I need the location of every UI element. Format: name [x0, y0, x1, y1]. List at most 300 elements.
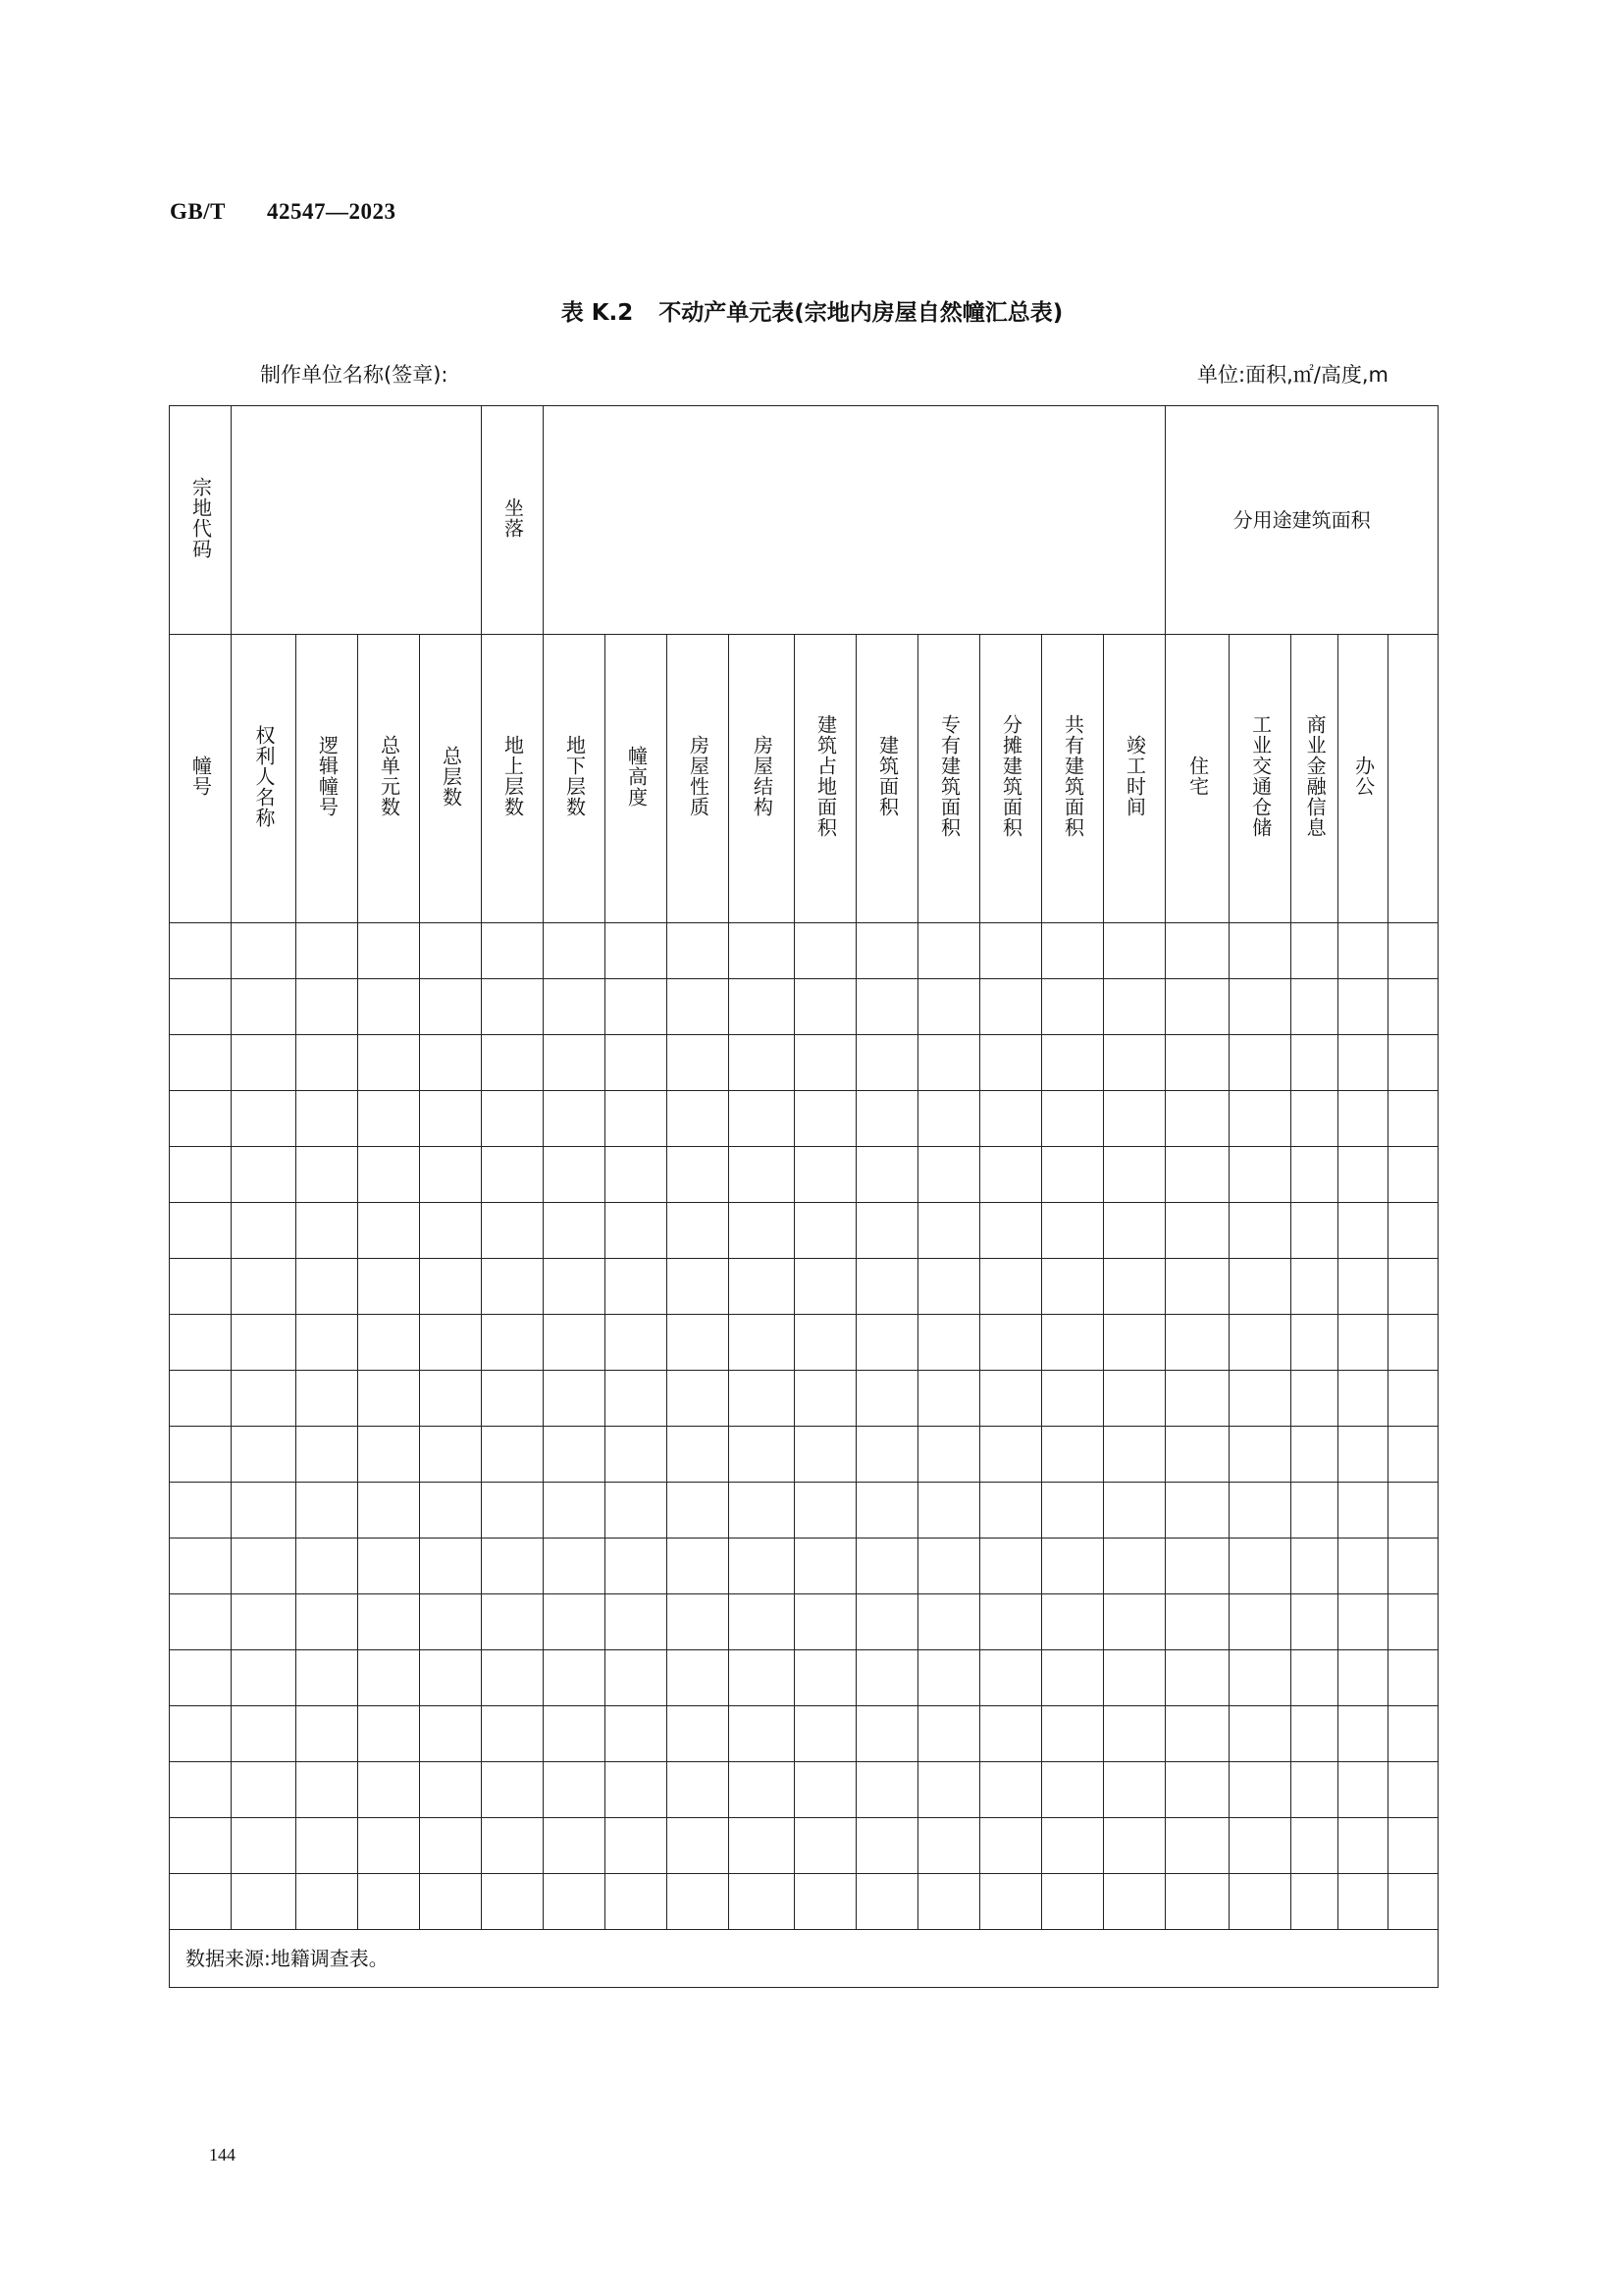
- table-cell: [420, 1483, 482, 1539]
- table-cell: [1230, 1259, 1291, 1315]
- table-cell: [605, 1427, 667, 1483]
- table-cell: [667, 1706, 729, 1762]
- table-cell: [795, 1203, 857, 1259]
- table-cell: [232, 1091, 296, 1147]
- table-cell: [232, 1706, 296, 1762]
- column-header: 总层数: [420, 635, 482, 923]
- table-cell: [1230, 1874, 1291, 1930]
- table-cell: [232, 1874, 296, 1930]
- table-cell: [729, 1147, 795, 1203]
- table-cell: [544, 1483, 605, 1539]
- table-cell: [667, 1203, 729, 1259]
- table-cell: [729, 1483, 795, 1539]
- table-row: [170, 1035, 1439, 1091]
- table-cell: [795, 1706, 857, 1762]
- table-cell: [795, 1371, 857, 1427]
- table-row: [170, 1706, 1439, 1762]
- table-cell: [980, 1259, 1042, 1315]
- table-cell: [857, 1650, 918, 1706]
- table-cell: [232, 1315, 296, 1371]
- table-cell: [482, 1874, 544, 1930]
- table-cell: [1230, 1483, 1291, 1539]
- table-cell: [1166, 979, 1230, 1035]
- table-cell: [1230, 923, 1291, 979]
- table-cell: [980, 1483, 1042, 1539]
- table-cell: [729, 1762, 795, 1818]
- table-cell: [232, 1818, 296, 1874]
- table-cell: [358, 979, 420, 1035]
- table-cell: [729, 1818, 795, 1874]
- table-cell: [544, 1315, 605, 1371]
- table-cell: [605, 979, 667, 1035]
- table-cell: [1388, 1259, 1439, 1315]
- table-cell: [1042, 1203, 1104, 1259]
- table-cell: [232, 1539, 296, 1594]
- table-cell: [296, 1818, 358, 1874]
- table-cell: [482, 1594, 544, 1650]
- table-cell: [1291, 1259, 1338, 1315]
- table-cell: [1338, 1371, 1388, 1427]
- table-cell: [1291, 1706, 1338, 1762]
- table-cell: [232, 923, 296, 979]
- table-row: [170, 923, 1439, 979]
- table-cell: [1230, 1706, 1291, 1762]
- table-cell: [1291, 1371, 1338, 1427]
- table-cell: [170, 1539, 232, 1594]
- table-cell: [1338, 1818, 1388, 1874]
- table-cell: [1230, 1315, 1291, 1371]
- table-cell: [1230, 1091, 1291, 1147]
- table-cell: [980, 1035, 1042, 1091]
- table-cell: [1388, 1315, 1439, 1371]
- table-row: [170, 1762, 1439, 1818]
- table-cell: [544, 1762, 605, 1818]
- table-cell: [1104, 1091, 1166, 1147]
- table-cell: [232, 1594, 296, 1650]
- table-cell: [296, 1147, 358, 1203]
- table-cell: [1291, 923, 1338, 979]
- table-cell: [918, 1371, 980, 1427]
- table-cell: [980, 1427, 1042, 1483]
- table-cell: [544, 1874, 605, 1930]
- table-cell: [1042, 1483, 1104, 1539]
- table-cell: [1338, 1035, 1388, 1091]
- table-cell: [1338, 979, 1388, 1035]
- table-cell: [544, 1539, 605, 1594]
- table-cell: [667, 1147, 729, 1203]
- table-cell: [980, 1203, 1042, 1259]
- table-row: [170, 1594, 1439, 1650]
- footer-row: [170, 1930, 1439, 1988]
- table-cell: [420, 1818, 482, 1874]
- table-cell: [482, 1091, 544, 1147]
- table-row: [170, 1371, 1439, 1427]
- table-cell: [795, 1147, 857, 1203]
- table-cell: [605, 1650, 667, 1706]
- table-cell: [1338, 1650, 1388, 1706]
- table-cell: [1042, 1650, 1104, 1706]
- table-cell: [358, 1483, 420, 1539]
- table-cell: [1230, 979, 1291, 1035]
- page-number: 144: [209, 2145, 236, 2165]
- table-cell: [170, 1315, 232, 1371]
- table-cell: [1042, 1315, 1104, 1371]
- table-cell: [667, 1594, 729, 1650]
- table-cell: [420, 1035, 482, 1091]
- table-cell: [1291, 1650, 1338, 1706]
- table-cell: [296, 1427, 358, 1483]
- table-cell: [729, 1874, 795, 1930]
- table-cell: [1291, 1874, 1338, 1930]
- table-cell: [170, 1203, 232, 1259]
- table-cell: [1388, 923, 1439, 979]
- table-cell: [1042, 1035, 1104, 1091]
- table-cell: [1338, 1091, 1388, 1147]
- table-cell: [857, 1371, 918, 1427]
- table-cell: [857, 1706, 918, 1762]
- table-cell: [605, 1035, 667, 1091]
- table-cell: [1166, 1259, 1230, 1315]
- table-cell: [296, 1091, 358, 1147]
- table-cell: [1166, 1091, 1230, 1147]
- header-row-top: [170, 406, 1439, 635]
- table-cell: [1230, 1203, 1291, 1259]
- table-cell: [667, 1762, 729, 1818]
- table-cell: [296, 1706, 358, 1762]
- table-cell: [795, 1315, 857, 1371]
- table-cell: [1166, 1539, 1230, 1594]
- table-cell: [482, 1483, 544, 1539]
- table-cell: [544, 1818, 605, 1874]
- table-cell: [544, 979, 605, 1035]
- table-cell: [544, 923, 605, 979]
- table-cell: [170, 1259, 232, 1315]
- table-cell: [1291, 1091, 1338, 1147]
- table-cell: [729, 1035, 795, 1091]
- table-cell: [232, 1371, 296, 1427]
- table-cell: [857, 1762, 918, 1818]
- table-cell: [795, 1874, 857, 1930]
- table-cell: [358, 1371, 420, 1427]
- table-cell: [482, 1427, 544, 1483]
- table-cell: [980, 1594, 1042, 1650]
- table-cell: [667, 979, 729, 1035]
- table-cell: [232, 1259, 296, 1315]
- table-cell: [1166, 1315, 1230, 1371]
- table-cell: [1042, 1427, 1104, 1483]
- table-cell: [1338, 1539, 1388, 1594]
- table-cell: [232, 1035, 296, 1091]
- table-cell: [1230, 1594, 1291, 1650]
- column-header: 幢高度: [605, 635, 667, 923]
- table-cell: [544, 1371, 605, 1427]
- table-cell: [420, 1594, 482, 1650]
- table-cell: [1388, 1650, 1439, 1706]
- table-cell: [795, 1539, 857, 1594]
- table-cell: [980, 1874, 1042, 1930]
- table-cell: [1230, 1818, 1291, 1874]
- table-cell: [420, 1874, 482, 1930]
- table-cell: [1166, 1874, 1230, 1930]
- table-cell: [1388, 1147, 1439, 1203]
- table-cell: [232, 1147, 296, 1203]
- table-cell: [358, 1203, 420, 1259]
- table-cell: [857, 979, 918, 1035]
- table-cell: [1166, 1035, 1230, 1091]
- table-cell: [1104, 1483, 1166, 1539]
- header-parcel-code: 宗地代码: [170, 406, 232, 635]
- table-cell: [857, 1203, 918, 1259]
- table-cell: [1291, 979, 1338, 1035]
- table-cell: [729, 1539, 795, 1594]
- table-cell: [1338, 1594, 1388, 1650]
- table-cell: [1104, 1203, 1166, 1259]
- table-cell: [170, 979, 232, 1035]
- table-cell: [1042, 1371, 1104, 1427]
- table-cell: [544, 1594, 605, 1650]
- column-header: 建筑面积: [857, 635, 918, 923]
- table-cell: [296, 1539, 358, 1594]
- data-source-note: 数据来源:地籍调查表。: [170, 1930, 1439, 1988]
- table-cell: [482, 1706, 544, 1762]
- table-cell: [1388, 1706, 1439, 1762]
- table-cell: [667, 1539, 729, 1594]
- table-cell: [170, 1483, 232, 1539]
- table-row: [170, 1650, 1439, 1706]
- table-cell: [1338, 1259, 1388, 1315]
- table-cell: [1388, 1539, 1439, 1594]
- table-cell: [729, 979, 795, 1035]
- table-cell: [857, 1539, 918, 1594]
- table-cell: [358, 1035, 420, 1091]
- table-cell: [482, 1818, 544, 1874]
- table-cell: [544, 1203, 605, 1259]
- table-cell: [296, 1762, 358, 1818]
- table-cell: [296, 1371, 358, 1427]
- table-cell: [358, 1818, 420, 1874]
- table-cell: [482, 1539, 544, 1594]
- table-cell: [918, 1874, 980, 1930]
- table-cell: [605, 1147, 667, 1203]
- unit-label: 单位:面积,㎡/高度,m: [1197, 363, 1388, 387]
- table-cell: [729, 1091, 795, 1147]
- table-cell: [420, 1259, 482, 1315]
- table-cell: [544, 1706, 605, 1762]
- table-cell: [918, 1259, 980, 1315]
- table-cell: [729, 1594, 795, 1650]
- table-cell: [1388, 1371, 1439, 1427]
- table-cell: [857, 923, 918, 979]
- table-cell: [420, 979, 482, 1035]
- table-cell: [358, 1427, 420, 1483]
- table-cell: [980, 1315, 1042, 1371]
- table-cell: [667, 1650, 729, 1706]
- table-cell: [482, 1315, 544, 1371]
- table-cell: [1104, 1259, 1166, 1315]
- table-cell: [1230, 1147, 1291, 1203]
- table-cell: [918, 1427, 980, 1483]
- table-cell: [1104, 923, 1166, 979]
- table-cell: [1042, 1594, 1104, 1650]
- table-cell: [232, 1483, 296, 1539]
- table-cell: [1042, 1539, 1104, 1594]
- table-cell: [1291, 1539, 1338, 1594]
- table-cell: [1388, 1762, 1439, 1818]
- table-cell: [857, 1818, 918, 1874]
- table-cell: [170, 1427, 232, 1483]
- table-cell: [605, 1539, 667, 1594]
- table-cell: [1388, 1203, 1439, 1259]
- table-cell: [918, 1594, 980, 1650]
- table-cell: [1230, 1539, 1291, 1594]
- column-header: 地下层数: [544, 635, 605, 923]
- table-cell: [170, 1035, 232, 1091]
- table-cell: [1166, 1762, 1230, 1818]
- table-cell: [420, 1147, 482, 1203]
- table-cell: [857, 1427, 918, 1483]
- table-cell: [857, 1315, 918, 1371]
- table-cell: [918, 923, 980, 979]
- table-cell: [1291, 1483, 1338, 1539]
- table-cell: [296, 1259, 358, 1315]
- table-cell: [857, 1035, 918, 1091]
- table-cell: [1104, 1427, 1166, 1483]
- table-cell: [605, 1818, 667, 1874]
- table-cell: [1166, 1650, 1230, 1706]
- table-cell: [296, 1203, 358, 1259]
- table-cell: [1291, 1427, 1338, 1483]
- table-cell: [358, 1147, 420, 1203]
- table-row: [170, 1259, 1439, 1315]
- table-cell: [1104, 1371, 1166, 1427]
- table-cell: [170, 1650, 232, 1706]
- table-cell: [1291, 1762, 1338, 1818]
- column-header: 工业交通仓储: [1230, 635, 1291, 923]
- table-cell: [544, 1091, 605, 1147]
- table-cell: [857, 1259, 918, 1315]
- header-use-area: 分用途建筑面积: [1166, 406, 1439, 635]
- table-cell: [482, 1371, 544, 1427]
- table-cell: [482, 1203, 544, 1259]
- table-cell: [980, 1762, 1042, 1818]
- table-cell: [1166, 1594, 1230, 1650]
- table-cell: [729, 1259, 795, 1315]
- table-cell: [980, 1650, 1042, 1706]
- table-cell: [1166, 1371, 1230, 1427]
- table-cell: [1338, 923, 1388, 979]
- table-cell: [605, 1706, 667, 1762]
- header-row-columns: [170, 635, 1439, 923]
- table-cell: [667, 923, 729, 979]
- table-cell: [1042, 1259, 1104, 1315]
- table-cell: [1166, 1818, 1230, 1874]
- table-cell: [918, 1091, 980, 1147]
- table-cell: [729, 1427, 795, 1483]
- table-cell: [358, 1594, 420, 1650]
- table-cell: [1291, 1818, 1338, 1874]
- table-cell: [1388, 1874, 1439, 1930]
- table-cell: [1388, 1818, 1439, 1874]
- table-cell: [1388, 1483, 1439, 1539]
- table-cell: [482, 1762, 544, 1818]
- table-row: [170, 1147, 1439, 1203]
- table-cell: [667, 1035, 729, 1091]
- table-cell: [605, 1259, 667, 1315]
- table-cell: [729, 923, 795, 979]
- table-cell: [667, 1315, 729, 1371]
- table-cell: [1104, 1147, 1166, 1203]
- table-cell: [1291, 1315, 1338, 1371]
- table-cell: [729, 1315, 795, 1371]
- table-cell: [1230, 1427, 1291, 1483]
- table-cell: [605, 923, 667, 979]
- table-cell: [729, 1650, 795, 1706]
- table-cell: [1338, 1315, 1388, 1371]
- table-cell: [605, 1762, 667, 1818]
- table-cell: [1338, 1427, 1388, 1483]
- table-cell: [420, 1315, 482, 1371]
- column-header: 房屋结构: [729, 635, 795, 923]
- table-cell: [980, 1091, 1042, 1147]
- table-cell: [667, 1371, 729, 1427]
- table-cell: [482, 1650, 544, 1706]
- table-cell: [170, 1371, 232, 1427]
- table-cell: [358, 1706, 420, 1762]
- table-cell: [1230, 1035, 1291, 1091]
- column-header: [1388, 635, 1439, 923]
- table-cell: [1388, 1427, 1439, 1483]
- table-cell: [918, 1539, 980, 1594]
- column-header: 建筑占地面积: [795, 635, 857, 923]
- table-cell: [1166, 1483, 1230, 1539]
- table-cell: [1166, 1427, 1230, 1483]
- table-cell: [1042, 979, 1104, 1035]
- table-cell: [1104, 1818, 1166, 1874]
- table-cell: [232, 1203, 296, 1259]
- table-cell: [1338, 1483, 1388, 1539]
- table-cell: [358, 1874, 420, 1930]
- table-row: [170, 1091, 1439, 1147]
- table-cell: [1104, 1762, 1166, 1818]
- table-cell: [1291, 1035, 1338, 1091]
- table-cell: [1230, 1762, 1291, 1818]
- table-cell: [980, 1371, 1042, 1427]
- table-cell: [482, 1259, 544, 1315]
- table-cell: [918, 979, 980, 1035]
- table-cell: [1388, 1091, 1439, 1147]
- table-cell: [1338, 1874, 1388, 1930]
- table-cell: [729, 1706, 795, 1762]
- table-cell: [358, 1539, 420, 1594]
- table-cell: [1166, 1147, 1230, 1203]
- table-cell: [1104, 1315, 1166, 1371]
- table-row: [170, 1203, 1439, 1259]
- table-cell: [605, 1203, 667, 1259]
- column-header: 共有建筑面积: [1042, 635, 1104, 923]
- table-cell: [232, 979, 296, 1035]
- column-header: 分摊建筑面积: [980, 635, 1042, 923]
- table-cell: [605, 1091, 667, 1147]
- table-cell: [980, 1147, 1042, 1203]
- table-cell: [795, 1427, 857, 1483]
- table-cell: [296, 1483, 358, 1539]
- table-cell: [170, 923, 232, 979]
- table-cell: [1042, 1147, 1104, 1203]
- table-cell: [358, 1259, 420, 1315]
- table-row: [170, 1539, 1439, 1594]
- table-cell: [918, 1147, 980, 1203]
- table-row: [170, 1315, 1439, 1371]
